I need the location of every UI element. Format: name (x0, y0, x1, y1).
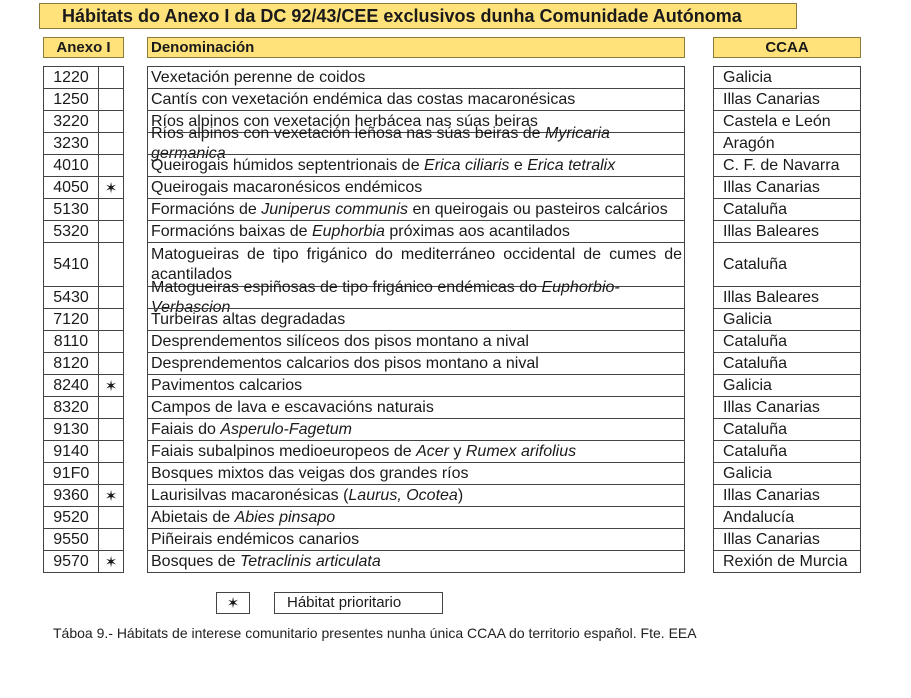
habitat-name (151, 508, 682, 528)
species-name: Euphorbio-Verbascion (151, 279, 620, 316)
table-row-code (43, 550, 124, 573)
table-row-denomination (147, 440, 685, 463)
annex-code: 9550 (44, 529, 99, 550)
table-row-denomination (147, 528, 685, 551)
table-row-ccaa (713, 308, 861, 331)
ccaa-column (713, 66, 861, 573)
ccaa-name: Illas Canarias (723, 486, 820, 504)
habitat-name (151, 200, 682, 220)
species-name: Euphorbia (311, 223, 385, 240)
table-row-denomination (147, 154, 685, 177)
table-row-ccaa (713, 352, 861, 375)
habitat-name-text: en queirogais ou pasteiros calcários (408, 201, 668, 218)
table-row-ccaa (713, 396, 861, 419)
habitat-name-text: próximas aos acantilados (384, 223, 570, 240)
habitat-name (151, 530, 682, 550)
denomination-column (147, 66, 685, 573)
table-row-code (43, 374, 124, 397)
header-ccaa: CCAA (713, 37, 861, 58)
ccaa-name: Illas Canarias (723, 530, 820, 548)
annex-code: 5430 (44, 287, 99, 308)
habitat-name (151, 310, 682, 330)
table-row-code (43, 110, 124, 133)
ccaa-name: Rexión de Murcia (723, 552, 848, 570)
table-row-code (43, 462, 124, 485)
ccaa-name: Cataluña (723, 332, 788, 350)
table-row-code (43, 440, 124, 463)
habitat-name-text: ) (457, 487, 464, 504)
ccaa-name: C. F. de Navarra (723, 156, 840, 174)
habitat-name (151, 222, 682, 242)
habitat-name (151, 332, 682, 352)
table-row-denomination (147, 308, 685, 331)
table-row-denomination (147, 374, 685, 397)
table-row-denomination (147, 279, 685, 316)
habitat-name (151, 90, 682, 110)
habitat-name-text: Queirogais húmidos septentrionais de (151, 157, 425, 174)
table-row-code (43, 528, 124, 551)
species-name: Rumex arifolius (465, 443, 577, 460)
table-row-ccaa (713, 528, 861, 551)
habitat-name (151, 68, 682, 88)
habitat-name-text: Cantís con vexetación endémica das costas macaronésicas (151, 91, 576, 108)
priority-mark-empty (99, 309, 123, 330)
habitat-name (151, 552, 682, 572)
table-row-ccaa (713, 374, 861, 397)
annex-code: 9130 (44, 419, 99, 440)
table-row-ccaa (713, 220, 861, 243)
annex-code: 9520 (44, 507, 99, 528)
habitat-name-text: Faiais subalpinos medioeuropeos de (151, 443, 417, 460)
annex-code: 5320 (44, 221, 99, 242)
priority-mark-empty (99, 419, 123, 440)
table-row-ccaa (713, 550, 861, 573)
annex-code-column (43, 66, 124, 573)
ccaa-name: Galicia (723, 464, 772, 482)
species-name: Acer (416, 443, 449, 460)
annex-code: 5130 (44, 199, 99, 220)
annex-code: 4050 (44, 177, 99, 198)
habitat-name-text: Laurisilvas macaronésicas ( (151, 487, 349, 504)
habitat-name-text: Ríos alpinos con vexetación herbácea nas súas beiras (151, 113, 538, 130)
table-row-code (43, 352, 124, 375)
habitat-name (151, 442, 682, 462)
header-denomination: Denominación (147, 37, 685, 58)
priority-star-icon: ✶ (104, 179, 118, 197)
annex-code: 4010 (44, 155, 99, 176)
species-name: Asperulo-Fagetum (220, 421, 352, 438)
table-row-ccaa (713, 286, 861, 309)
table-title: Hábitats do Anexo I da DC 92/43/CEE exclusivos dunha Comunidade Autónoma (39, 3, 797, 29)
annex-code: 1220 (44, 67, 99, 88)
priority-mark-empty (99, 507, 123, 528)
species-name: Abies pinsapo (234, 509, 336, 526)
habitat-name (151, 178, 682, 198)
annex-code: 1250 (44, 89, 99, 110)
table-row-ccaa (713, 506, 861, 529)
habitat-name-text: Ríos alpinos con vexetación leñosa nas súas beiras de (151, 125, 546, 142)
habitat-name-text: Abietais de (151, 509, 235, 526)
annex-code: 8240 (44, 375, 99, 396)
table-row-code (43, 220, 124, 243)
priority-mark-empty (99, 221, 123, 242)
ccaa-name: Galicia (723, 310, 772, 328)
priority-mark-empty (99, 133, 123, 154)
habitat-name-text: Faiais do (151, 421, 221, 438)
header-annex-code: Anexo I (43, 37, 124, 58)
habitat-name (151, 354, 682, 374)
annex-code: 9570 (44, 551, 99, 572)
table-row-ccaa (713, 132, 861, 155)
priority-mark-empty (99, 155, 123, 176)
priority-mark-empty (99, 353, 123, 374)
priority-mark-empty (99, 199, 123, 220)
table-row-denomination (147, 484, 685, 507)
table-row-ccaa (713, 418, 861, 441)
priority-star-icon: ✶ (104, 553, 118, 571)
ccaa-name: Cataluña (723, 420, 788, 438)
priority-mark-empty (99, 111, 123, 132)
annex-code: 9140 (44, 441, 99, 462)
table-row-denomination (147, 396, 685, 419)
ccaa-name: Illas Canarias (723, 178, 820, 196)
ccaa-name: Andalucía (723, 508, 795, 526)
table-row-ccaa (713, 176, 861, 199)
table-row-denomination (147, 198, 685, 221)
table-row-ccaa (713, 198, 861, 221)
species-name: Myricaria germanica (151, 125, 610, 162)
habitat-name-text: Campos de lava e escavacións naturais (151, 399, 434, 416)
ccaa-name: Cataluña (723, 354, 788, 372)
table-row-ccaa (713, 484, 861, 507)
habitat-name (151, 376, 682, 396)
ccaa-name: Cataluña (723, 200, 788, 218)
species-name: Erica tetralix (527, 157, 616, 174)
table-row-code (43, 330, 124, 353)
table-row-denomination (147, 550, 685, 573)
table-caption: Táboa 9.- Hábitats de interese comunitario presentes nunha única CCAA do territorio español. Fte. EEA (53, 625, 697, 641)
habitat-name (151, 464, 682, 484)
species-name: Laurus, Ocotea (348, 487, 458, 504)
annex-code: 91F0 (44, 463, 99, 484)
priority-star-icon: ✶ (104, 487, 118, 505)
table-row-denomination (147, 352, 685, 375)
species-name: Juniperus communis (261, 201, 408, 218)
table-row-code (43, 484, 124, 507)
priority-mark-empty (99, 243, 123, 286)
ccaa-name: Illas Baleares (723, 288, 820, 306)
priority-mark-empty (99, 463, 123, 484)
habitat-name (151, 486, 682, 506)
table-row-ccaa (713, 440, 861, 463)
ccaa-name: Castela e León (723, 112, 831, 130)
ccaa-name: Cataluña (723, 255, 788, 273)
table-row-ccaa (713, 462, 861, 485)
species-name: Tetraclinis articulata (239, 553, 381, 570)
table-row-denomination (147, 330, 685, 353)
table-row-code (43, 286, 124, 309)
table-row-ccaa (713, 110, 861, 133)
habitat-name-text: Desprendementos silíceos dos pisos montano a nival (151, 333, 529, 350)
priority-mark-empty (99, 287, 123, 308)
table-row-denomination (147, 220, 685, 243)
table-row-ccaa (713, 88, 861, 111)
habitat-name-text: Queirogais macaronésicos endémicos (151, 179, 423, 196)
table-row-code (43, 242, 124, 287)
annex-code: 8320 (44, 397, 99, 418)
habitat-name-text: y (448, 443, 466, 460)
habitat-name-text: Bosques mixtos das veigas dos grandes ríos (151, 465, 469, 482)
ccaa-name: Illas Canarias (723, 90, 820, 108)
ccaa-name: Aragón (723, 134, 775, 152)
habitat-name (151, 398, 682, 418)
ccaa-name: Illas Canarias (723, 398, 820, 416)
table-row-denomination (147, 418, 685, 441)
table-row-denomination (147, 462, 685, 485)
priority-mark-empty (99, 67, 123, 88)
annex-code: 9360 (44, 485, 99, 506)
habitat-name-text: Piñeirais endémicos canarios (151, 531, 360, 548)
table-row-code (43, 198, 124, 221)
table-row-denomination (147, 125, 685, 162)
habitat-name (151, 156, 682, 176)
priority-mark-empty (99, 529, 123, 550)
priority-mark-empty (99, 331, 123, 352)
habitat-name-text: Matogueiras espiñosas de tipo frigánico endémicas do (151, 279, 542, 296)
table-row-code (43, 396, 124, 419)
table-row-code (43, 66, 124, 89)
table-row-code (43, 176, 124, 199)
habitat-name-text: Bosques de (151, 553, 240, 570)
table-row-code (43, 308, 124, 331)
habitat-name-text: e (509, 157, 528, 174)
species-name: Erica ciliaris (424, 157, 510, 174)
table-row-denomination (147, 176, 685, 199)
table-row-ccaa (713, 66, 861, 89)
table-row-code (43, 506, 124, 529)
habitat-name-text: Matogueiras de tipo frigánico do mediterráneo occidental de cumes de acantilados (151, 246, 682, 283)
ccaa-name: Galicia (723, 68, 772, 86)
ccaa-name: Galicia (723, 376, 772, 394)
priority-mark-empty (99, 441, 123, 462)
legend-label: Hábitat prioritario (274, 592, 443, 614)
priority-mark-empty (99, 89, 123, 110)
habitat-name (151, 420, 682, 440)
annex-code: 3230 (44, 133, 99, 154)
priority-mark-empty (99, 397, 123, 418)
habitat-name-text: Desprendementos calcarios dos pisos montano a nival (151, 355, 539, 372)
table-row-denomination (147, 506, 685, 529)
habitat-name-text: Pavimentos calcarios (151, 377, 303, 394)
habitat-name-text: Formacións baixas de (151, 223, 312, 240)
annex-code: 8120 (44, 353, 99, 374)
ccaa-name: Illas Baleares (723, 222, 820, 240)
habitat-name-text: Turbeiras altas degradadas (151, 311, 346, 328)
habitat-name-text: Vexetación perenne de coidos (151, 69, 366, 86)
priority-star-icon: ✶ (216, 592, 250, 614)
table-row-code (43, 418, 124, 441)
ccaa-name: Cataluña (723, 442, 788, 460)
table-row-denomination (147, 88, 685, 111)
table-row-code (43, 154, 124, 177)
annex-code: 3220 (44, 111, 99, 132)
annex-code: 7120 (44, 309, 99, 330)
table-row-code (43, 88, 124, 111)
table-row-code (43, 132, 124, 155)
table-row-ccaa (713, 242, 861, 287)
annex-code: 8110 (44, 331, 99, 352)
table-row-denomination (147, 66, 685, 89)
annex-code: 5410 (44, 243, 99, 286)
priority-star-icon: ✶ (104, 377, 118, 395)
table-row-ccaa (713, 330, 861, 353)
habitat-name-text: Formacións de (151, 201, 262, 218)
table-row-ccaa (713, 154, 861, 177)
